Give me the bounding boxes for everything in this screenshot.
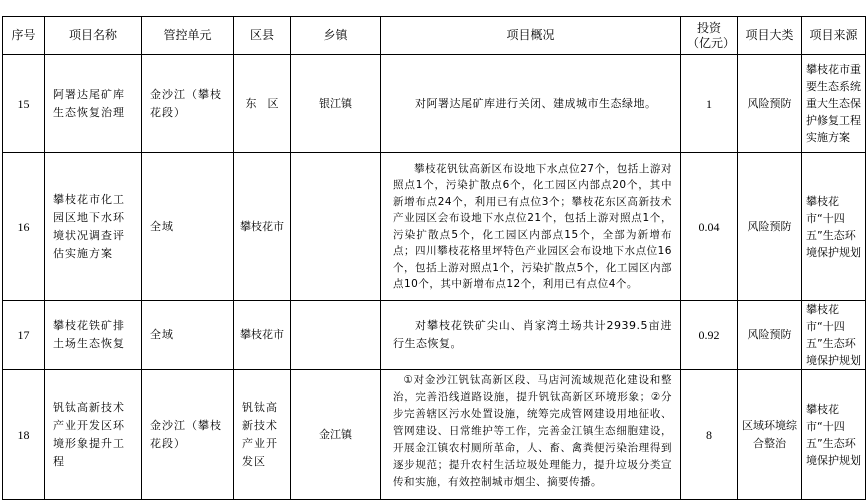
row-unit: 金沙江（攀枝花段） [142, 370, 234, 500]
row-name: 阿署达尾矿库生态恢复治理 [45, 55, 142, 153]
row-unit: 金沙江（攀枝花段） [142, 55, 234, 153]
row-category: 风险预防 [738, 301, 802, 370]
header-category: 项目大类 [738, 17, 802, 55]
row-category: 风险预防 [738, 55, 802, 153]
row-source: 攀枝花市“十四五”生态环境保护规划 [802, 153, 866, 301]
header-source: 项目来源 [802, 17, 866, 55]
row-investment: 8 [681, 370, 738, 500]
table-row [3, 55, 866, 153]
row-investment: 1 [681, 55, 738, 153]
header-seq: 序号 [3, 17, 45, 55]
row-county: 攀枝花市 [234, 301, 291, 370]
row-overview: 对阿署达尾矿库进行关闭、建成城市生态绿地。 [381, 55, 681, 153]
row-category: 区域环境综合整治 [738, 370, 802, 500]
row-source: 攀枝花市“十四五”生态环境保护规划 [802, 370, 866, 500]
table-row [3, 153, 866, 301]
row-town [291, 301, 381, 370]
row-seq: 16 [3, 153, 45, 301]
row-source: 攀枝花市“十四五”生态环境保护规划 [802, 301, 866, 370]
row-overview: 对攀枝花铁矿尖山、肖家湾土场共计2939.5亩进行生态恢复。 [381, 301, 681, 370]
row-category: 风险预防 [738, 153, 802, 301]
header-investment: 投资（亿元） [681, 17, 738, 55]
row-town: 金江镇 [291, 370, 381, 500]
header-county: 区县 [234, 17, 291, 55]
header-overview: 项目概况 [381, 17, 681, 55]
header-unit: 管控单元 [142, 17, 234, 55]
row-overview: ①对金沙江钒钛高新区段、马店河流域规范化建设和整治，完善沿线道路设施，提升钒钛高新区环境形象；②分步完善辖区污水处置设施，统筹完成管网建设用地征收、管网建设、日常维护等工作，完善金江镇生态细胞建设，开展金江镇农村厕所革命，人、畜、禽粪便污染治理得到逐步规范；提升农村生活垃圾处理能力，提升垃圾分类宣传和实施，有效控制城市烟尘、摘要传播。 [393, 374, 672, 488]
row-investment: 0.04 [681, 153, 738, 301]
row-county: 攀枝花市 [234, 153, 291, 301]
row-town [291, 153, 381, 301]
row-town: 银江镇 [291, 55, 381, 153]
row-name: 钒钛高新技术产业开发区环境形象提升工程 [45, 370, 142, 500]
header-town: 乡镇 [291, 17, 381, 55]
project-table [2, 16, 866, 500]
header-row [3, 17, 866, 55]
row-unit: 全域 [142, 301, 234, 370]
row-overview-cell [381, 370, 681, 500]
row-county: 东 区 [234, 55, 291, 153]
row-seq: 15 [3, 55, 45, 153]
table-row [3, 370, 866, 500]
table-row [3, 301, 866, 370]
row-county: 钒钛高新技术产业开发区 [234, 370, 291, 500]
row-investment: 0.92 [681, 301, 738, 370]
row-source: 攀枝花市重要生态系统重大生态保护修复工程实施方案 [802, 55, 866, 153]
row-name: 攀枝花市化工园区地下水环境状况调查评估实施方案 [45, 153, 142, 301]
row-seq: 17 [3, 301, 45, 370]
row-overview: 攀枝花钒钛高新区布设地下水点位27个，包括上游对照点1个，污染扩散点6个，化工园区内部点20个，其中新增布点24个，利用已有点位3个；攀枝花东区高新技术产业园区会布设地下水点位21个，包括上游对照点1个，污染扩散点5个，化工园区内部点15个，全部为新增布点；四川攀枝花格里坪特色产业园区会布设地下水点位16个，包括上游对照点1个，污染扩散点5个，化工园区内部点10个，其中新增布点12个，利用已有点位4个。 [381, 153, 681, 301]
row-name: 攀枝花铁矿排土场生态恢复 [45, 301, 142, 370]
row-unit: 全域 [142, 153, 234, 301]
row-seq: 18 [3, 370, 45, 500]
header-name: 项目名称 [45, 17, 142, 55]
